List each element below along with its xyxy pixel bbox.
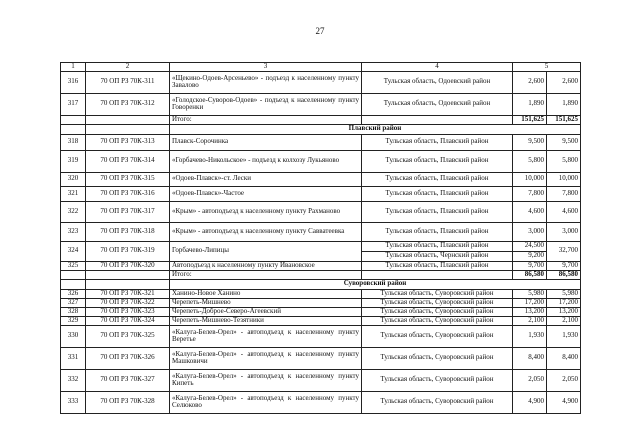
road-location: Тульская область, Одоевский район — [362, 71, 513, 93]
road-location: Тульская область, Плавский район — [362, 222, 513, 241]
road-length: 2,100 — [513, 316, 547, 325]
table-row — [61, 391, 581, 413]
roads-register-table — [60, 62, 581, 414]
road-length: 2,050 — [513, 369, 547, 391]
road-length: 8,400 — [513, 347, 547, 369]
table-row — [61, 307, 581, 316]
empty-cell — [86, 115, 170, 124]
road-name: «Щекино-Одоев-Арсеньево» - подъезд к населенному пункту Завалово — [170, 71, 362, 93]
road-location: Тульская область, Одоевский район — [362, 93, 513, 115]
road-length-total: 17,200 — [547, 298, 581, 307]
road-length-total: 1,930 — [547, 325, 581, 347]
road-name: Черепеть-Мишнево — [170, 298, 362, 307]
road-id-code: 70 ОП РЗ 70К-327 — [86, 369, 170, 391]
road-length: 4,900 — [513, 391, 547, 413]
road-name: Черепеть-Мишнево-Тезятники — [170, 316, 362, 325]
road-length: 17,200 — [513, 298, 547, 307]
road-length-total: 8,400 — [547, 347, 581, 369]
subtotal-length: 151,625 — [513, 115, 547, 124]
road-location: Тульская область, Суворовский район — [362, 347, 513, 369]
road-id-code: 70 ОП РЗ 70К-322 — [86, 298, 170, 307]
road-location: Тульская область, Плавский район — [362, 134, 513, 150]
road-length: 7,800 — [513, 186, 547, 201]
road-id-code: 70 ОП РЗ 70К-324 — [86, 316, 170, 325]
road-location: Тульская область, Суворовский район — [362, 325, 513, 347]
table-row — [61, 289, 581, 298]
road-name: «Одоев-Плавск»-ст. Лески — [170, 172, 362, 186]
road-name: Горбачево-Липицы — [170, 241, 362, 261]
row-number: 320 — [61, 172, 86, 186]
road-id-code: 70 ОП РЗ 70К-314 — [86, 150, 170, 172]
table-row — [61, 186, 581, 201]
road-length: 9,200 — [513, 251, 547, 261]
road-name: «Голодское-Суворов-Одоев» - подъезд к населенному пункту Говоренки — [170, 93, 362, 115]
road-length: 9,700 — [513, 261, 547, 270]
col-header-1: 1 — [61, 63, 86, 72]
road-name: «Калуга-Белев-Орел» - автоподъезд к населенному пункту Селюково — [170, 391, 362, 413]
road-length: 4,600 — [513, 201, 547, 222]
road-id-code: 70 ОП РЗ 70К-325 — [86, 325, 170, 347]
road-length: 1,930 — [513, 325, 547, 347]
row-number: 324 — [61, 241, 86, 261]
empty-cell — [362, 115, 513, 124]
road-name: «Калуга-Белев-Орел» - автоподъезд к населенному пункту Машковичи — [170, 347, 362, 369]
road-location: Тульская область, Плавский район — [362, 241, 513, 251]
table-row — [61, 93, 581, 115]
road-length-total: 9,500 — [547, 134, 581, 150]
table-row — [61, 134, 581, 150]
subtotal-row — [61, 270, 581, 279]
road-id-code: 70 ОП РЗ 70К-315 — [86, 172, 170, 186]
row-number: 316 — [61, 71, 86, 93]
subtotal-total: 151,625 — [547, 115, 581, 124]
col-header-5: 5 — [513, 63, 581, 72]
road-length-total: 2,050 — [547, 369, 581, 391]
road-length: 5,800 — [513, 150, 547, 172]
road-location: Тульская область, Суворовский район — [362, 369, 513, 391]
road-id-code: 70 ОП РЗ 70К-316 — [86, 186, 170, 201]
road-length: 1,890 — [513, 93, 547, 115]
road-location: Тульская область, Плавский район — [362, 172, 513, 186]
empty-cell — [61, 115, 86, 124]
col-header-4: 4 — [362, 63, 513, 72]
row-number: 322 — [61, 201, 86, 222]
road-length-total: 7,800 — [547, 186, 581, 201]
col-header-2: 2 — [86, 63, 170, 72]
table-row — [61, 316, 581, 325]
road-id-code: 70 ОП РЗ 70К-328 — [86, 391, 170, 413]
road-name: Плавск-Сорочинка — [170, 134, 362, 150]
road-length-total: 4,900 — [547, 391, 581, 413]
table-row — [61, 201, 581, 222]
road-location: Тульская область, Суворовский район — [362, 298, 513, 307]
road-name: «Калуга-Белев-Орел» - автоподъезд к населенному пункту Кипеть — [170, 369, 362, 391]
row-number: 329 — [61, 316, 86, 325]
road-length-total: 5,980 — [547, 289, 581, 298]
row-number: 318 — [61, 134, 86, 150]
road-length-total: 10,000 — [547, 172, 581, 186]
empty-cell — [86, 279, 170, 289]
road-name: «Одоев-Плавск»-Частое — [170, 186, 362, 201]
empty-cell — [86, 124, 170, 134]
road-id-code: 70 ОП РЗ 70К-312 — [86, 93, 170, 115]
road-id-code: 70 ОП РЗ 70К-317 — [86, 201, 170, 222]
table-row — [61, 150, 581, 172]
table-row — [61, 261, 581, 270]
road-length: 3,000 — [513, 222, 547, 241]
empty-cell — [61, 270, 86, 279]
table-row — [61, 172, 581, 186]
road-id-code: 70 ОП РЗ 70К-313 — [86, 134, 170, 150]
row-number: 323 — [61, 222, 86, 241]
road-length-total: 5,800 — [547, 150, 581, 172]
road-location: Тульская область, Плавский район — [362, 150, 513, 172]
road-length-total: 2,600 — [547, 71, 581, 93]
empty-cell — [61, 279, 86, 289]
road-name: Автоподъезд к населенному пункту Ивановское — [170, 261, 362, 270]
road-name: Ханино-Новое Ханино — [170, 289, 362, 298]
road-id-code: 70 ОП РЗ 70К-311 — [86, 71, 170, 93]
subtotal-label: Итого: — [170, 115, 362, 124]
district-section-row — [61, 124, 581, 134]
district-heading: Плавский район — [170, 124, 581, 134]
table-row — [61, 222, 581, 241]
row-number: 328 — [61, 307, 86, 316]
road-length: 2,600 — [513, 71, 547, 93]
road-location: Тульская область, Плавский район — [362, 261, 513, 270]
row-number: 332 — [61, 369, 86, 391]
subtotal-label: Итого: — [170, 270, 362, 279]
row-number: 333 — [61, 391, 86, 413]
page-number: 27 — [315, 26, 325, 36]
col-header-3: 3 — [170, 63, 362, 72]
table-row — [61, 71, 581, 93]
district-section-row — [61, 279, 581, 289]
empty-cell — [86, 270, 170, 279]
table-body — [61, 63, 581, 414]
road-name: Черепеть-Доброе-Северо-Агеевский — [170, 307, 362, 316]
subtotal-row — [61, 115, 581, 124]
road-name: «Крым» - автоподъезд к населенному пункту Рахманово — [170, 201, 362, 222]
road-length: 13,200 — [513, 307, 547, 316]
table-row — [61, 369, 581, 391]
road-length-total: 13,200 — [547, 307, 581, 316]
road-id-code: 70 ОП РЗ 70К-326 — [86, 347, 170, 369]
road-length-total: 32,700 — [547, 241, 581, 261]
road-length-total: 9,700 — [547, 261, 581, 270]
row-number: 330 — [61, 325, 86, 347]
road-id-code: 70 ОП РЗ 70К-318 — [86, 222, 170, 241]
road-id-code: 70 ОП РЗ 70К-323 — [86, 307, 170, 316]
road-length-total: 1,890 — [547, 93, 581, 115]
subtotal-length: 86,580 — [513, 270, 547, 279]
road-length-total: 2,100 — [547, 316, 581, 325]
road-name: «Горбачево-Никольское» - подъезд к колхозу Лукьяново — [170, 150, 362, 172]
road-location: Тульская область, Суворовский район — [362, 391, 513, 413]
road-location: Тульская область, Суворовский район — [362, 307, 513, 316]
table-row — [61, 241, 581, 251]
empty-cell — [362, 270, 513, 279]
subtotal-total: 86,580 — [547, 270, 581, 279]
road-name: «Калуга-Белев-Орел» - автоподъезд к населенному пункту Веретье — [170, 325, 362, 347]
row-number: 319 — [61, 150, 86, 172]
road-length-total: 3,000 — [547, 222, 581, 241]
road-id-code: 70 ОП РЗ 70К-319 — [86, 241, 170, 261]
table-row — [61, 347, 581, 369]
row-number: 317 — [61, 93, 86, 115]
row-number: 327 — [61, 298, 86, 307]
road-length: 24,500 — [513, 241, 547, 251]
road-location: Тульская область, Плавский район — [362, 186, 513, 201]
table-row — [61, 325, 581, 347]
table-row — [61, 298, 581, 307]
road-name: «Крым» - автоподъезд к населенному пункту Савватеевка — [170, 222, 362, 241]
road-location: Тульская область, Плавский район — [362, 201, 513, 222]
road-length: 10,000 — [513, 172, 547, 186]
column-number-header — [61, 63, 581, 72]
row-number: 325 — [61, 261, 86, 270]
empty-cell — [61, 124, 86, 134]
road-id-code: 70 ОП РЗ 70К-321 — [86, 289, 170, 298]
road-id-code: 70 ОП РЗ 70К-320 — [86, 261, 170, 270]
row-number: 326 — [61, 289, 86, 298]
road-location: Тульская область, Суворовский район — [362, 316, 513, 325]
row-number: 331 — [61, 347, 86, 369]
road-length-total: 4,600 — [547, 201, 581, 222]
district-heading: Суворовский район — [170, 279, 581, 289]
row-number: 321 — [61, 186, 86, 201]
road-length: 9,500 — [513, 134, 547, 150]
road-location: Тульская область, Суворовский район — [362, 289, 513, 298]
road-location: Тульская область, Чернский район — [362, 251, 513, 261]
road-length: 5,980 — [513, 289, 547, 298]
